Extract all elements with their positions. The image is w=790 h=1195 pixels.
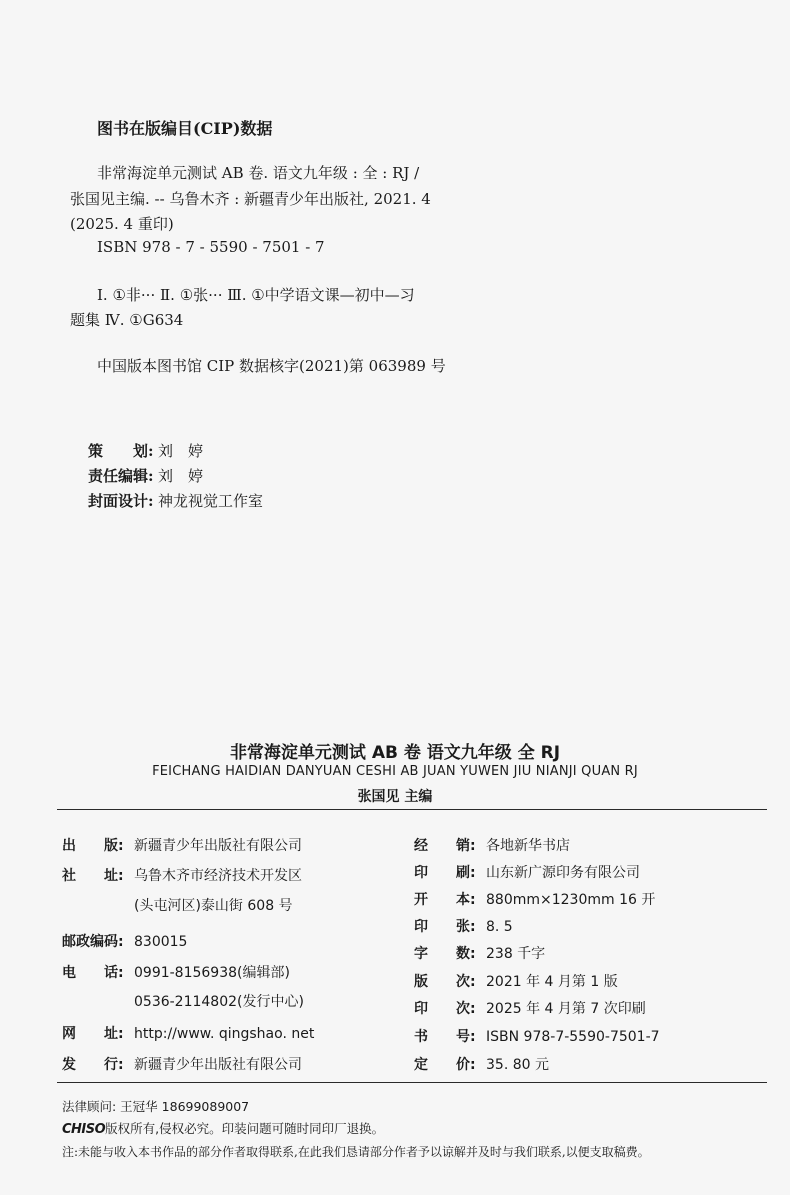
info-label: 社 址: (62, 868, 124, 884)
info-price (414, 1054, 549, 1074)
info-value: 新疆青少年出版社有限公司 (134, 1057, 302, 1073)
info-value: 0536-2114802(发行中心) (134, 994, 304, 1010)
cip-record-number: 中国版本图书馆 CIP 数据核字(2021)第 063989 号 (97, 357, 446, 375)
info-value: 乌鲁木齐市经济技术开发区 (134, 868, 302, 884)
cip-line-3: (2025. 4 重印) (70, 215, 174, 233)
credit-label: 责任编辑: (88, 467, 154, 485)
credit-value: 神龙视觉工作室 (158, 492, 264, 510)
divider-bottom (57, 1082, 767, 1083)
info-value: 新疆青少年出版社有限公司 (134, 838, 302, 854)
info-edition (414, 971, 618, 991)
credit-label: 封面设计: (88, 492, 154, 510)
info-label: 版 次: (414, 974, 476, 990)
info-distributor (62, 1054, 302, 1074)
info-website (62, 1023, 314, 1043)
info-isbn (414, 1026, 660, 1046)
book-title: 非常海淀单元测试 AB 卷 语文九年级 全 RJ (229, 743, 561, 763)
info-format (414, 889, 655, 909)
info-value: 880mm×1230mm 16 开 (486, 892, 656, 908)
info-address (62, 865, 302, 885)
info-label: 印 张: (414, 919, 476, 935)
info-value: http://www. qingshao. net (134, 1026, 315, 1042)
info-value: 2025 年 4 月第 7 次印刷 (486, 1001, 646, 1017)
cip-line-2: 张国见主编. -- 乌鲁木齐 : 新疆青少年出版社, 2021. 4 (70, 190, 431, 208)
info-value: 8. 5 (486, 919, 513, 935)
footer-note: 注:未能与收入本书作品的部分作者取得联系,在此我们恳请部分作者予以谅解并及时与我们联系,以便支取稿费。 (62, 1145, 650, 1159)
cip-title: 图书在版编目(CIP)数据 (97, 119, 273, 138)
info-label: 经 销: (414, 838, 476, 854)
info-phone-2 (62, 991, 304, 1011)
info-printing (414, 998, 646, 1018)
credit-planning (88, 440, 203, 461)
info-publisher (62, 835, 302, 855)
footer-legal-advisor: 法律顾问: 王冠华 18699089007 (62, 1099, 250, 1114)
info-label: 出 版: (62, 838, 124, 854)
info-phone (62, 962, 290, 982)
info-value: 2021 年 4 月第 1 版 (486, 974, 618, 990)
credit-value: 刘 婷 (158, 442, 204, 460)
credit-editor (88, 465, 203, 486)
footer-copyright (62, 1119, 384, 1137)
copyright-text: 版权所有,侵权必究。印装问题可随时同印厂退换。 (105, 1121, 385, 1136)
info-word-count (414, 943, 545, 963)
info-value: 238 千字 (486, 946, 546, 962)
info-address-continued (62, 895, 293, 915)
info-postcode (62, 931, 187, 951)
info-value: 各地新华书店 (486, 838, 570, 854)
info-label: 邮政编码: (62, 934, 124, 950)
info-label: 书 号: (414, 1029, 476, 1045)
publisher-logo: CHISO (62, 1122, 106, 1137)
info-value: 35. 80 元 (486, 1057, 549, 1073)
info-label: 电 话: (62, 965, 124, 981)
info-label: 印 刷: (414, 865, 476, 881)
info-value: 830015 (134, 934, 188, 950)
info-printer (414, 862, 640, 882)
info-value: 0991-8156938(编辑部) (134, 965, 290, 981)
info-value: (头屯河区)泰山街 608 号 (134, 898, 293, 914)
info-sheets (414, 916, 513, 936)
cip-isbn: ISBN 978 - 7 - 5590 - 7501 - 7 (97, 238, 325, 256)
info-label: 网 址: (62, 1026, 124, 1042)
credit-cover-design (88, 490, 263, 511)
info-label: 印 次: (414, 1001, 476, 1017)
info-label: 开 本: (414, 892, 476, 908)
cip-classification-2: 题集 Ⅳ. ①G634 (70, 311, 184, 329)
info-label: 定 价: (414, 1057, 476, 1073)
credit-label: 策 划: (88, 442, 154, 460)
info-label: 发 行: (62, 1057, 124, 1073)
info-value: 山东新广源印务有限公司 (486, 865, 640, 881)
info-value: ISBN 978-7-5590-7501-7 (486, 1029, 660, 1045)
cip-classification-1: Ⅰ. ①非··· Ⅱ. ①张··· Ⅲ. ①中学语文课—初中—习 (97, 286, 415, 304)
credit-value: 刘 婷 (158, 467, 204, 485)
info-seller (414, 835, 570, 855)
book-chief-editor: 张国见 主编 (357, 789, 433, 805)
divider-top (57, 809, 767, 810)
info-label: 字 数: (414, 946, 476, 962)
cip-line-1: 非常海淀单元测试 AB 卷. 语文九年级 : 全 : RJ / (97, 164, 420, 182)
book-title-pinyin: FEICHANG HAIDIAN DANYUAN CESHI AB JUAN YUWEN JIU NIANJI QUAN RJ (152, 764, 638, 779)
